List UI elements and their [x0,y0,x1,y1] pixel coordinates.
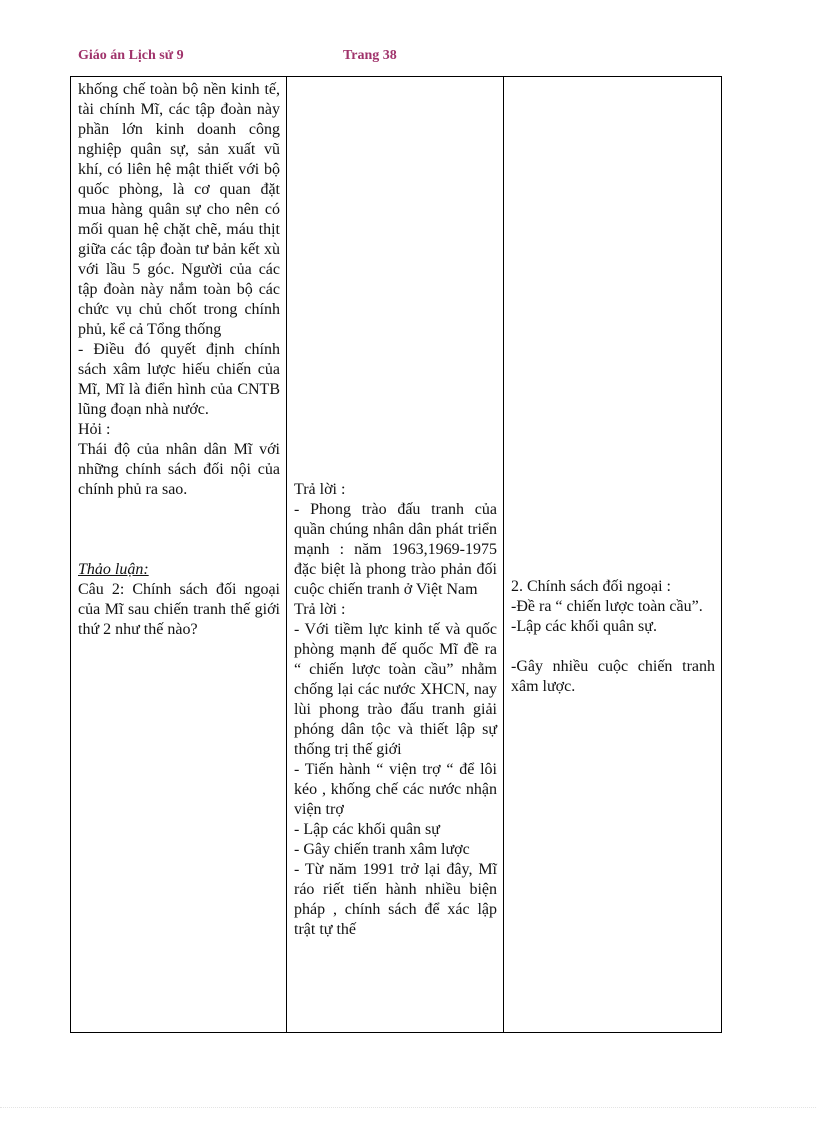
spacer [78,500,280,560]
page-number: Trang 38 [343,48,397,63]
table-row [71,77,722,1033]
spacer [511,637,715,657]
answer-text: - Với tiềm lực kinh tế và quốc phòng mạnh đế quốc Mĩ đề ra “ chiến lược toàn cầu” nhằm chống lại các nước XHCN, nay lùi phong trào đấu tranh giải phóng dân tộc và thiết lập sự thống trị thế giới [294,621,497,758]
document-title: Giáo án Lịch sử 9 [78,48,184,63]
content-column [504,77,722,1033]
answer-text: - Gây chiến tranh xâm lược [294,841,470,858]
answer-text: - Tiến hành “ viện trợ “ để lôi kéo , khống chế các nước nhận viện trợ [294,761,497,818]
footer-divider [0,1107,816,1109]
page-header [78,48,478,68]
discussion-label: Thảo luận: [78,561,149,578]
question-label: Hỏi : [78,421,111,438]
content-item: -Lập các khối quân sự. [511,618,657,635]
question-text: Câu 2: Chính sách đối ngoại của Mĩ sau chiến tranh thế giới thứ 2 như thế nào? [78,581,280,638]
spacer [294,80,497,480]
answer-label: Trả lời : [294,601,346,618]
student-activity-column [287,77,504,1033]
spacer [511,80,715,577]
answer-label: Trả lời : [294,481,346,498]
question-text: Thái độ của nhân dân Mĩ với những chính sách đối nội của chính phủ ra sao. [78,441,280,498]
answer-text: - Từ năm 1991 trở lại đây, Mĩ ráo riết tiến hành nhiều biện pháp , chính sách để xác lập trật tự thế [294,861,497,938]
content-paragraph: - Điều đó quyết định chính sách xâm lược hiếu chiến của Mĩ, Mĩ là điển hình của CNTB lũng đoạn nhà nước. [78,341,280,418]
content-paragraph: khống chế toàn bộ nền kinh tế, tài chính Mĩ, các tập đoàn này phần lớn kinh doanh công nghiệp quân sự, sản xuất vũ khí, có liên hệ mật thiết với bộ quốc phòng, là cơ quan đặt mua hàng quân sự cho nên có mối quan hệ chặt chẽ, máu thịt giữa các tập đoàn tư bản kết xù với lầu 5 góc. Người của các tập đoàn này nắm toàn bộ các chức vụ chủ chốt trong chính phủ, kể cả Tổng thống [78,81,280,338]
section-title: 2. Chính sách đối ngoại : [511,578,671,595]
content-item: -Đề ra “ chiến lược toàn cầu”. [511,598,703,615]
answer-text: - Phong trào đấu tranh của quần chúng nhân dân phát triển mạnh : năm 1963,1969-1975 đặc biệt là phong trào phản đối cuộc chiến tranh ở Việt Nam [294,501,497,598]
content-item: -Gây nhiều cuộc chiến tranh xâm lược. [511,658,715,695]
teacher-activity-column [71,77,287,1033]
lesson-table [70,76,722,1033]
answer-text: - Lập các khối quân sự [294,821,440,838]
